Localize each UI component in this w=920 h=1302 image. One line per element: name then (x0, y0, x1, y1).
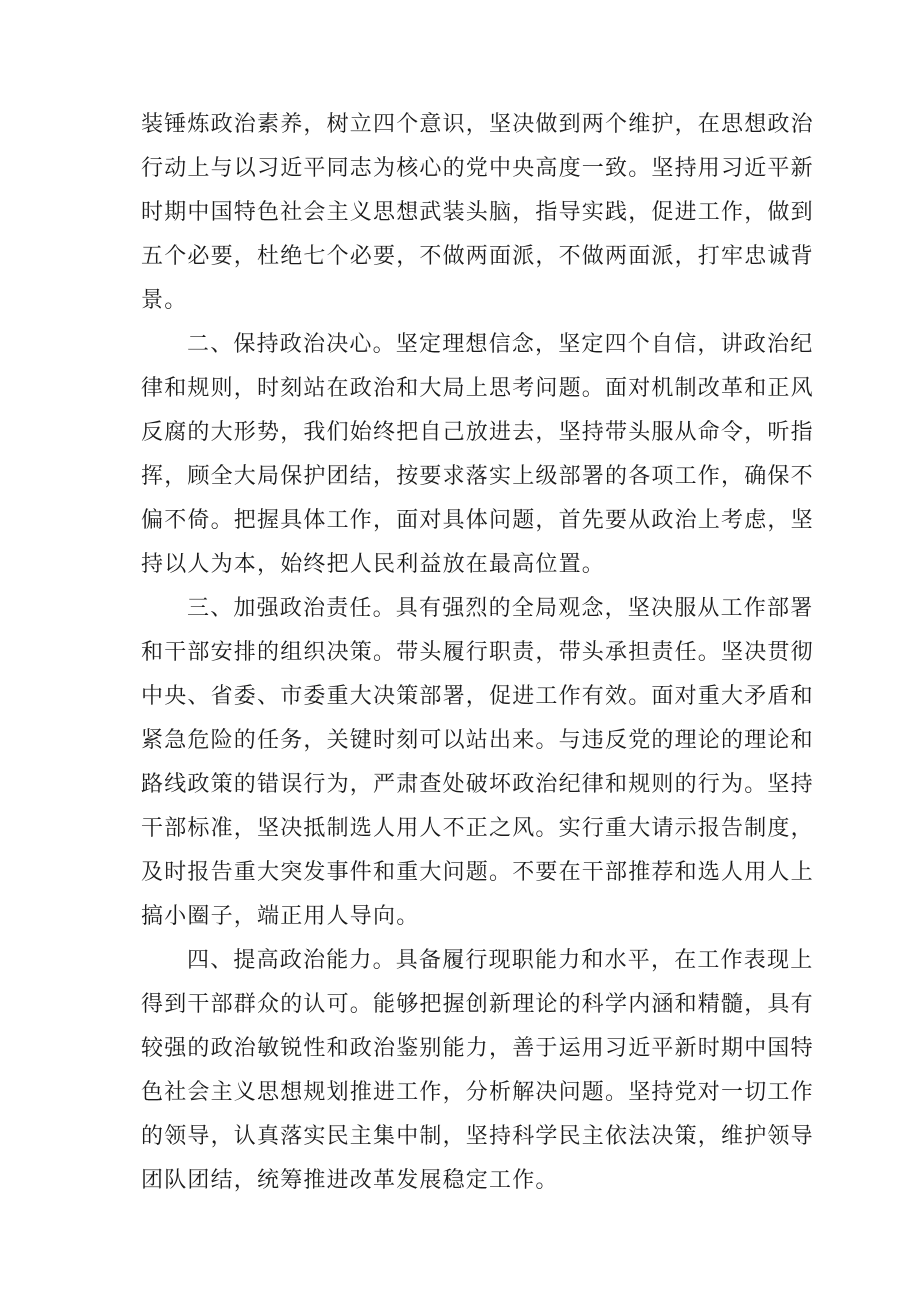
text-line: 五个必要，杜绝七个必要，不做两面派，不做两面派，打牢忠诚背 (141, 244, 814, 269)
text-line: 较强的政治敏锐性和政治鉴别能力，善于运用习近平新时期中国特 (141, 1036, 814, 1061)
paragraph-political-determination (141, 323, 814, 587)
text-line: 及时报告重大突发事件和重大问题。不要在干部推荐和选人用人上 (141, 860, 814, 885)
text-line: 得到干部群众的认可。能够把握创新理论的科学内涵和精髓，具有 (141, 992, 814, 1017)
text-line: 中央、省委、市委重大决策部署，促进工作有效。面对重大矛盾和 (141, 684, 814, 709)
text-line: 四、提高政治能力。具备履行现职能力和水平，在工作表现上 (187, 948, 814, 973)
text-line: 三、加强政治责任。具有强烈的全局观念，坚决服从工作部署 (187, 596, 814, 621)
text-line: 律和规则，时刻站在政治和大局上思考问题。面对机制改革和正风 (141, 376, 814, 401)
paragraph-political-capability (141, 939, 814, 1203)
text-line: 挥，顾全大局保护团结，按要求落实上级部署的各项工作，确保不 (141, 464, 814, 489)
paragraph-political-responsibility (141, 587, 814, 939)
text-line: 路线政策的错误行为，严肃查处破坏政治纪律和规则的行为。坚持 (141, 772, 814, 797)
text-line: 紧急危险的任务，关键时刻可以站出来。与违反党的理论的理论和 (141, 728, 814, 753)
document-body (141, 103, 814, 1203)
text-line: 的领导，认真落实民主集中制，坚持科学民主依法决策，维护领导 (141, 1124, 814, 1149)
text-line: 装锤炼政治素养，树立四个意识，坚决做到两个维护，在思想政治 (141, 112, 814, 137)
text-line: 行动上与以习近平同志为核心的党中央高度一致。坚持用习近平新 (141, 156, 814, 181)
text-line: 色社会主义思想规划推进工作，分析解决问题。坚持党对一切工作 (141, 1080, 814, 1105)
text-line: 持以人为本，始终把人民利益放在最高位置。 (141, 552, 606, 577)
text-line: 二、保持政治决心。坚定理想信念，坚定四个自信，讲政治纪 (187, 332, 814, 357)
text-line: 偏不倚。把握具体工作，面对具体问题，首先要从政治上考虑，坚 (141, 508, 814, 533)
text-line: 干部标准，坚决抵制选人用人不正之风。实行重大请示报告制度， (141, 816, 814, 841)
text-line: 时期中国特色社会主义思想武装头脑，指导实践，促进工作，做到 (141, 200, 814, 225)
paragraph-continuation (141, 103, 814, 323)
text-line: 搞小圈子，端正用人导向。 (141, 904, 420, 929)
text-line: 和干部安排的组织决策。带头履行职责，带头承担责任。坚决贯彻 (141, 640, 814, 665)
text-line: 景。 (141, 288, 188, 313)
text-line: 反腐的大形势，我们始终把自己放进去，坚持带头服从命令，听指 (141, 420, 814, 445)
text-line: 团队团结，统筹推进改革发展稳定工作。 (141, 1168, 559, 1193)
